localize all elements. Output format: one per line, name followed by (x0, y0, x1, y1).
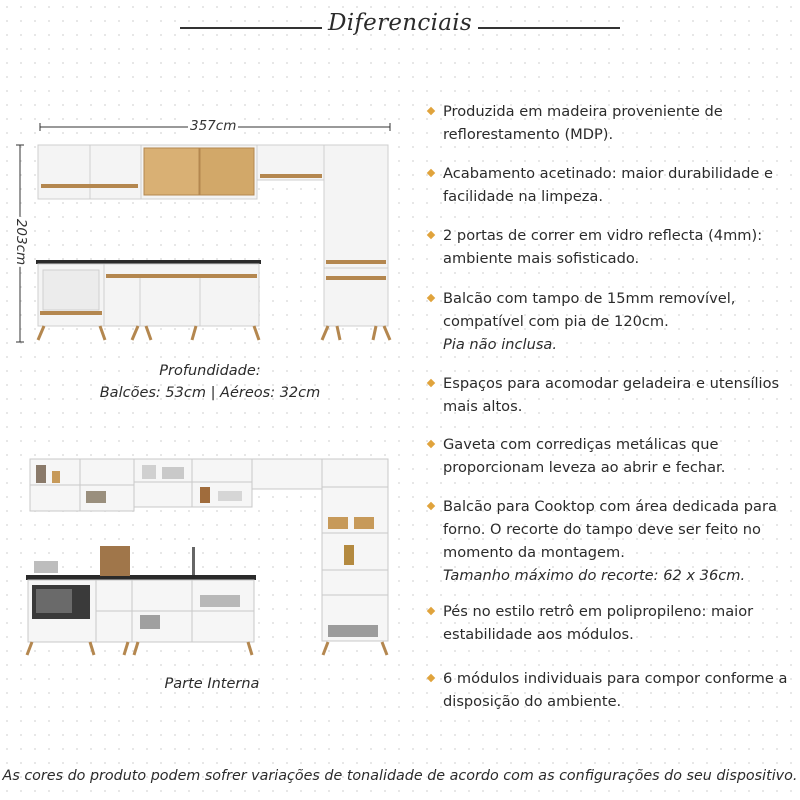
diamond-bullet-icon (427, 379, 435, 387)
interior-feet (27, 642, 387, 655)
page-title: Diferenciais (327, 10, 473, 36)
height-label: 203cm (13, 218, 30, 266)
feature-item (428, 100, 793, 146)
feature-note: Tamanho máximo do recorte: 62 x 36cm. (443, 567, 746, 584)
interior-cabinet-diagram (22, 455, 392, 665)
diamond-bullet-icon (427, 502, 435, 510)
feature-text: Gaveta com corrediças metálicas que proporcionam leveza ao abrir e fechar. (443, 436, 726, 476)
feature-item (428, 495, 793, 587)
feature-item (428, 372, 793, 418)
feature-text: 2 portas de correr em vidro reflecta (4mm): ambiente mais sofisticado. (443, 227, 763, 267)
feature-item (428, 433, 793, 479)
tall-cabinet (322, 145, 390, 340)
feature-text: Pés no estilo retrô em polipropileno: maior estabilidade aos módulos. (443, 603, 754, 643)
feature-text: Espaços para acomodar geladeira e utensílios mais altos. (443, 375, 780, 415)
diamond-bullet-icon (427, 440, 435, 448)
diamond-bullet-icon (427, 231, 435, 239)
depth-title: Profundidade: (159, 363, 261, 379)
feature-text: Balcão para Cooktop com área dedicada para forno. O recorte do tampo deve ser feito no momento da montagem. (443, 498, 777, 561)
diamond-bullet-icon (427, 607, 435, 615)
depth-caption (60, 360, 360, 404)
feature-item (428, 600, 793, 646)
depth-values: Balcões: 53cm | Aéreos: 32cm (99, 385, 321, 401)
diamond-bullet-icon (427, 107, 435, 115)
color-disclaimer: As cores do produto podem sofrer variações de tonalidade de acordo com as configurações do seu dispositivo. (2, 768, 798, 784)
feature-item (428, 667, 793, 713)
upper-cabinets (38, 145, 325, 199)
base-cabinets (36, 260, 261, 340)
exterior-cabinet-diagram (10, 110, 410, 360)
feature-text: Acabamento acetinado: maior durabilidade e facilidade na limpeza. (443, 165, 774, 205)
interior-caption: Parte Interna (164, 676, 260, 692)
feature-item (428, 162, 793, 208)
feature-text: Produzida em madeira proveniente de reflorestamento (MDP). (443, 103, 723, 143)
feature-text: 6 módulos individuais para compor conforme a disposição do ambiente. (443, 670, 788, 710)
diamond-bullet-icon (427, 169, 435, 177)
width-label: 357cm (190, 118, 237, 134)
feature-note: Pia não inclusa. (443, 336, 558, 353)
diamond-bullet-icon (427, 294, 435, 302)
feature-item (428, 287, 793, 356)
interior-base-cabinets (26, 546, 256, 642)
diamond-bullet-icon (427, 674, 435, 682)
feature-item (428, 224, 793, 270)
feature-text: Balcão com tampo de 15mm removível, compatível com pia de 120cm. (443, 290, 736, 330)
